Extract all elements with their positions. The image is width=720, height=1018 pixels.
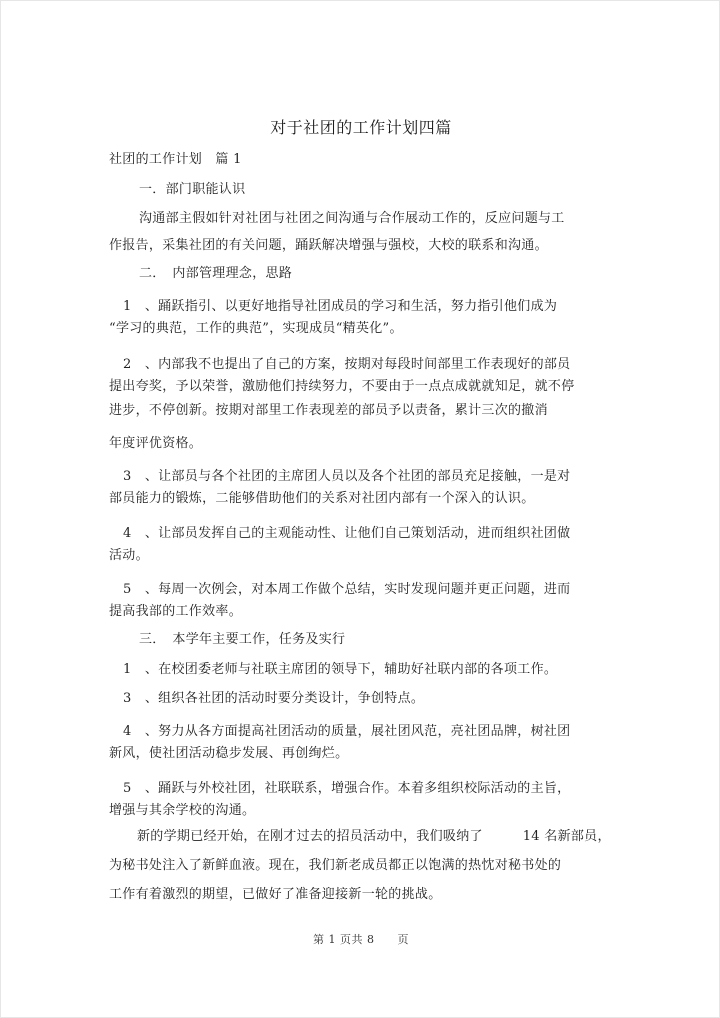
paragraph-line: 3 、组织各社团的活动时要分类设计，争创特点。	[123, 691, 425, 706]
paragraph-line: 1 、踊跃指引、以更好地指导社团成员的学习和生活，努力指引他们成为	[123, 299, 558, 314]
paragraph-line: 1 、在校团委老师与社联主席团的领导下，辅助好社联内部的各项工作。	[123, 662, 558, 677]
paragraph-line: 提出夸奖，予以荣誉，激励他们持续努力，不要由于一点点成就就知足，就不停	[109, 379, 575, 394]
paragraph-line: 3 、让部员与各个社团的主席团人员以及各个社团的部员充足接触，一是对	[123, 469, 571, 484]
paragraph-line: “学习的典范，工作的典范”，实现成员“精英化”。	[109, 321, 403, 336]
paragraph-line: 活动。	[109, 548, 149, 563]
paragraph-line: 5 、踊跃与外校社团，社联联系，增强合作。本着多组织校际活动的主旨，	[123, 781, 571, 796]
paragraph-line: 新风，使社团活动稳步发展、再创绚烂。	[109, 746, 349, 761]
page-footer: 第 1 页共 8 页	[313, 933, 409, 946]
paragraph-line: 作报告，采集社团的有关问题，踊跃解决增强与强校，大校的联系和沟通。	[109, 238, 548, 253]
paragraph-line: 5 、每周一次例会，对本周工作做个总结，实时发现问题并更正问题，进而	[123, 582, 571, 597]
paragraph-line: 4 、让部员发挥自己的主观能动性、让他们自己策划活动，进而组织社团做	[123, 526, 571, 541]
paragraph-line: 2 、内部我不也提出了自己的方案，按期对每段时间部里工作表现好的部员	[123, 357, 571, 372]
paragraph-line: 三． 本学年主要工作，任务及实行	[139, 632, 346, 647]
paragraph-line: 为秘书处注入了新鲜血液。现在，我们新老成员都正以饱满的热忱对秘书处的	[109, 858, 562, 873]
section-heading: 社团的工作计划 篇 1	[109, 152, 242, 167]
paragraph-line: 新的学期已经开始，在刚才过去的招员活动中，我们吸纳了 14 名新部员，	[137, 829, 611, 844]
paragraph-line: 增强与其余学校的沟通。	[109, 803, 256, 818]
paragraph-line: 二． 内部管理理念，思路	[139, 266, 293, 281]
paragraph-line: 进步，不停创新。按期对部里工作表现差的部员予以责备，累计三次的撤消	[109, 403, 548, 418]
paragraph-line: 部员能力的锻炼，二能够借助他们的关系对社团内部有一个深入的认识。	[109, 491, 535, 506]
paragraph-line: 4 、努力从各方面提高社团活动的质量，展社团风范，亮社团品牌，树社团	[123, 724, 571, 739]
paragraph-line: 沟通部主假如针对社团与社团之间沟通与合作展动工作的，反应问题与工	[139, 211, 565, 226]
paragraph-line: 年度评优资格。	[109, 436, 203, 451]
document-title: 对于社团的工作计划四篇	[270, 118, 452, 137]
paragraph-line: 工作有着激烈的期望，已做好了准备迎接新一轮的挑战。	[109, 887, 442, 902]
paragraph-line: 提高我部的工作效率。	[109, 604, 243, 619]
paragraph-line: 一．部门职能认识	[139, 182, 246, 197]
